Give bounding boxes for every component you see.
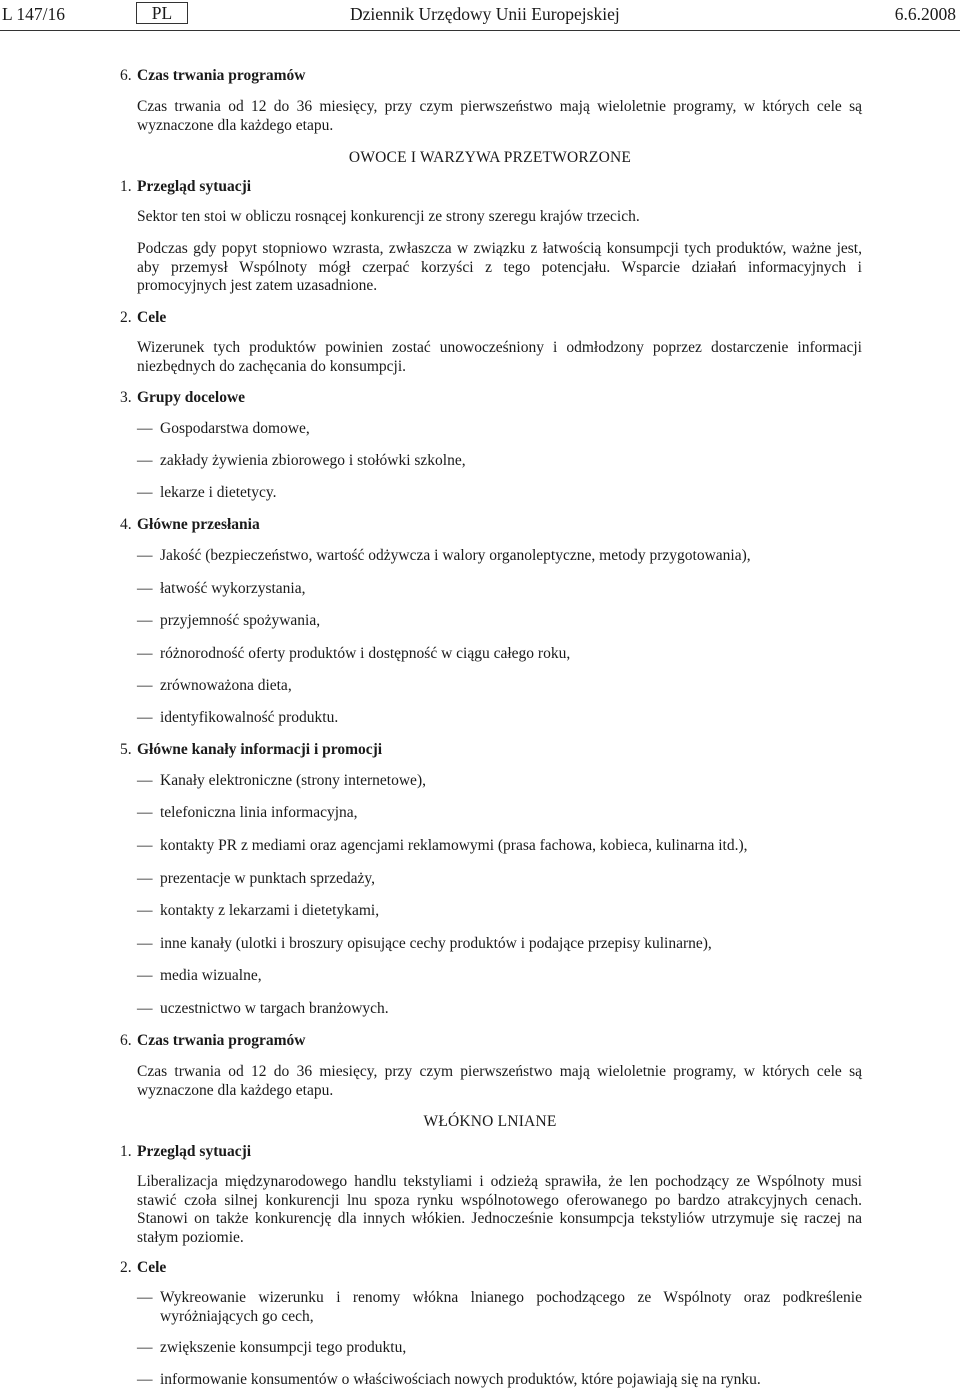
section-paragraph: Czas trwania od 12 do 36 miesięcy, przy czym pierwszeństwo mają wieloletnie programy, w których cele są wyznaczone dla każdego etapu.	[137, 98, 862, 134]
list-item: — lekarze i dietetycy.	[137, 484, 862, 503]
list-item: — Kanały elektroniczne (strony internetowe),	[137, 772, 862, 791]
section-heading: Czas trwania programów	[137, 1032, 306, 1049]
section-heading: Przegląd sytuacji	[137, 1143, 252, 1160]
list-item: — kontakty PR z mediami oraz agencjami reklamowymi (prasa fachowa, kobieca, kulinarna itd.),	[137, 837, 862, 856]
list-item: — zwiększenie konsumpcji tego produktu,	[137, 1339, 862, 1358]
section-paragraph: Wizerunek tych produktów powinien zostać unowocześniony i odmłodzony poprzez dostarczenie informacji niezbędnych do zachęcania do konsumpcji.	[137, 339, 862, 375]
section-paragraph: Sektor ten stoi w obliczu rosnącej konkurencji ze strony szeregu krajów trzecich.	[137, 208, 640, 225]
section-number: 2.	[120, 1259, 132, 1276]
product-heading: OWOCE I WARZYWA PRZETWORZONE	[348, 149, 632, 166]
list-item: — zrównoważona dieta,	[137, 677, 862, 696]
list-item: — identyfikowalność produktu.	[137, 709, 862, 728]
list-item-row: — Wykreowanie wizerunku i renomy włókna lnianego pochodzącego ze Wspólnoty oraz podkreślenie wyróżniających go cech,	[137, 1289, 862, 1325]
list-item: — przyjemność spożywania,	[137, 612, 862, 631]
list-item: — kontakty z lekarzami i dietetykami,	[137, 902, 862, 921]
list-item: — uczestnictwo w targach branżowych.	[137, 1000, 862, 1019]
list-item: — informowanie konsumentów o właściwościach nowych produktów, które pojawiają się na rynku.	[137, 1371, 862, 1390]
section-number: 4.	[120, 516, 132, 533]
section-heading: Przegląd sytuacji	[137, 178, 252, 195]
section-heading: Główne przesłania	[137, 516, 260, 533]
product-heading: WŁÓKNO LNIANE	[423, 1113, 557, 1130]
list-item: — inne kanały (ulotki i broszury opisujące cechy produktów i podające przepisy kulinarne),	[137, 935, 862, 954]
list-item: — Gospodarstwa domowe,	[137, 420, 862, 439]
section-paragraph: Czas trwania od 12 do 36 miesięcy, przy czym pierwszeństwo mają wieloletnie programy, w których cele są wyznaczone dla każdego etapu.	[137, 1063, 862, 1099]
page-reference: L 147/16	[2, 4, 66, 24]
section-heading: Czas trwania programów	[137, 67, 306, 84]
section-heading: Cele	[137, 1259, 167, 1276]
section-number: 2.	[120, 309, 132, 326]
section-number: 5.	[120, 741, 132, 758]
list-item: — zakłady żywienia zbiorowego i stołówki szkolne,	[137, 452, 862, 471]
section-number: 6.	[120, 1032, 132, 1049]
section-heading: Główne kanały informacji i promocji	[137, 741, 383, 758]
list-item: — telefoniczna linia informacyjna,	[137, 804, 862, 823]
section-number: 1.	[120, 178, 132, 195]
section-heading: Grupy docelowe	[137, 389, 246, 406]
section-paragraph: Liberalizacja międzynarodowego handlu tekstyliami i odzieżą sprawiła, że len pochodzący ze Wspólnoty musi stawić czoła silnej konkurencji lnu spoza rynku wspólnotowego oferowanego po bardzo atrakcyjnych cenach. Stanowi on także konkurencję dla innych włókien. Jednocześnie konsumpcja tekstyliów utrzymuje się raczej na stałym poziomie.	[137, 1173, 862, 1246]
section-number: 3.	[120, 389, 132, 406]
issue-date: 6.6.2008	[894, 4, 956, 24]
list-item: — różnorodność oferty produktów i dostępność w ciągu całego roku,	[137, 645, 862, 664]
list-item: — media wizualne,	[137, 967, 862, 986]
list-item: — prezentacje w punktach sprzedaży,	[137, 870, 862, 889]
journal-title: Dziennik Urzędowy Unii Europejskiej	[350, 4, 620, 24]
dash-marker: —	[137, 1289, 153, 1306]
section-number: 6.	[120, 67, 132, 84]
list-item: — łatwość wykorzystania,	[137, 580, 862, 599]
list-item: — Jakość (bezpieczeństwo, wartość odżywcza i walory organoleptyczne, metody przygotowania),	[137, 547, 862, 566]
section-number: 1.	[120, 1143, 132, 1160]
section-heading: Cele	[137, 309, 167, 326]
list-item	[137, 1289, 862, 1326]
language-badge: PL	[136, 2, 188, 24]
header-rule	[0, 30, 960, 31]
section-paragraph: Podczas gdy popyt stopniowo wzrasta, zwłaszcza w związku z łatwością konsumpcji tych produktów, ważne jest, aby przemysł Wspólnoty mógł czerpać korzyści z tego potencjału. Wsparcie działań informacyjnych i promocyjnych jest zatem uzasadnione.	[137, 240, 862, 294]
